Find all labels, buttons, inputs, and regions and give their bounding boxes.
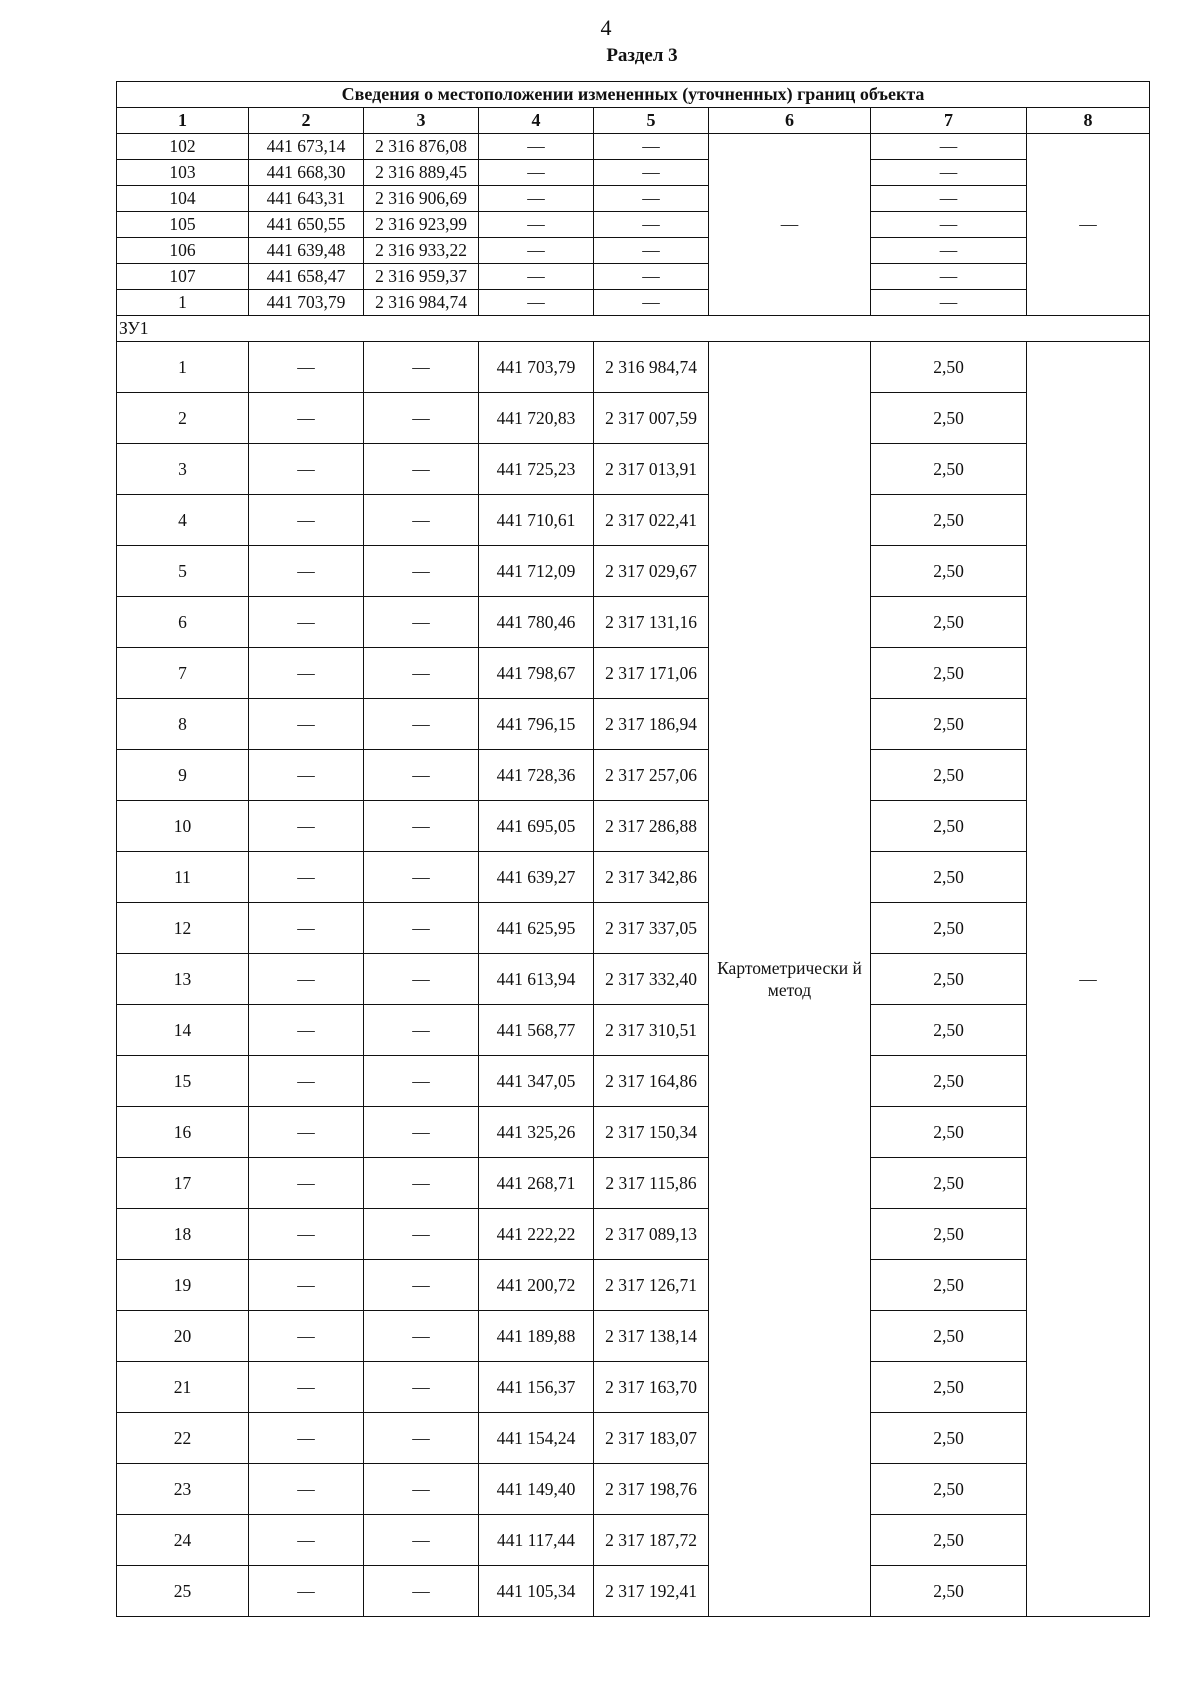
table-cell: — [594, 290, 709, 316]
table-cell: 2 317 007,59 [594, 393, 709, 444]
table-cell: 24 [117, 1515, 249, 1566]
table-cell: 3 [117, 444, 249, 495]
table-cell: 2,50 [871, 1515, 1027, 1566]
table-cell: 8 [117, 699, 249, 750]
section-title: Раздел 3 [606, 45, 678, 66]
table-cell: 2 317 332,40 [594, 954, 709, 1005]
description-cell: — [1027, 134, 1150, 316]
table-row [117, 1056, 1150, 1107]
table-cell: 2 317 029,67 [594, 546, 709, 597]
table-cell: 441 798,67 [479, 648, 594, 699]
table-cell: 6 [117, 597, 249, 648]
table-cell: 441 712,09 [479, 546, 594, 597]
table-cell: 2,50 [871, 444, 1027, 495]
table-cell: 104 [117, 186, 249, 212]
table-cell: — [249, 801, 364, 852]
table-cell: — [871, 238, 1027, 264]
table-cell: 2 [117, 393, 249, 444]
table-cell: 2,50 [871, 1209, 1027, 1260]
table-cell: 15 [117, 1056, 249, 1107]
table-row [117, 852, 1150, 903]
table-cell: 2 317 131,16 [594, 597, 709, 648]
table-cell: — [871, 186, 1027, 212]
table-row [117, 954, 1150, 1005]
table-row [117, 1107, 1150, 1158]
table-cell: 7 [117, 648, 249, 699]
table-cell: — [364, 648, 479, 699]
table-cell: 2,50 [871, 1566, 1027, 1617]
table-cell: — [364, 1464, 479, 1515]
table-row [117, 903, 1150, 954]
table-cell: — [364, 1056, 479, 1107]
table-cell: — [594, 160, 709, 186]
table-cell: — [364, 342, 479, 393]
table-cell: 441 728,36 [479, 750, 594, 801]
table-cell: 441 650,55 [249, 212, 364, 238]
table-cell: — [364, 1107, 479, 1158]
table-cell: — [249, 444, 364, 495]
table-row [117, 393, 1150, 444]
table-cell: 2 317 342,86 [594, 852, 709, 903]
table-cell: — [364, 1158, 479, 1209]
table-cell: — [594, 212, 709, 238]
table-cell: 2,50 [871, 903, 1027, 954]
table-cell: 441 149,40 [479, 1464, 594, 1515]
table-cell: 441 673,14 [249, 134, 364, 160]
table-cell: 107 [117, 264, 249, 290]
table-cell: — [249, 699, 364, 750]
table-cell: 2,50 [871, 597, 1027, 648]
table-cell: — [364, 954, 479, 1005]
table-cell: — [249, 954, 364, 1005]
table-cell: 2 317 257,06 [594, 750, 709, 801]
table-cell: — [364, 393, 479, 444]
table-row [117, 750, 1150, 801]
table-row [117, 1566, 1150, 1617]
table-cell: — [364, 1209, 479, 1260]
table-cell: — [479, 160, 594, 186]
table-cell: 9 [117, 750, 249, 801]
table-cell: 2 317 164,86 [594, 1056, 709, 1107]
table-row [117, 546, 1150, 597]
table-cell: 441 703,79 [479, 342, 594, 393]
table-cell: — [249, 546, 364, 597]
column-header: 2 [249, 108, 364, 134]
table-cell: — [364, 1260, 479, 1311]
method-cell: Картометрически й метод [709, 342, 871, 1617]
table-row [117, 186, 1150, 212]
table-cell: — [871, 160, 1027, 186]
table-cell: — [479, 134, 594, 160]
table-cell: 2 316 959,37 [364, 264, 479, 290]
table-cell: 18 [117, 1209, 249, 1260]
table-row [117, 1311, 1150, 1362]
table-cell: 2 316 984,74 [594, 342, 709, 393]
table-cell: 2 316 906,69 [364, 186, 479, 212]
table-cell: — [479, 238, 594, 264]
table-cell: 2,50 [871, 1260, 1027, 1311]
table-cell: — [249, 1362, 364, 1413]
table-cell: 441 710,61 [479, 495, 594, 546]
table-row [117, 1260, 1150, 1311]
table-row [117, 264, 1150, 290]
table-cell: — [594, 238, 709, 264]
table-cell: 2 317 198,76 [594, 1464, 709, 1515]
table-cell: — [594, 186, 709, 212]
table-cell: 441 639,48 [249, 238, 364, 264]
table-cell: — [249, 1464, 364, 1515]
table-cell: — [364, 801, 479, 852]
table-cell: — [364, 495, 479, 546]
table-cell: 441 105,34 [479, 1566, 594, 1617]
table-cell: 16 [117, 1107, 249, 1158]
table-cell: — [249, 1005, 364, 1056]
table-cell: 2 317 138,14 [594, 1311, 709, 1362]
table-cell: 14 [117, 1005, 249, 1056]
table-cell: — [364, 750, 479, 801]
table-cell: 2 317 089,13 [594, 1209, 709, 1260]
table-cell: — [249, 852, 364, 903]
table-cell: 2,50 [871, 495, 1027, 546]
table-cell: — [871, 290, 1027, 316]
table-cell: — [249, 1515, 364, 1566]
table-cell: 2,50 [871, 648, 1027, 699]
table-row [117, 495, 1150, 546]
table-cell: 441 222,22 [479, 1209, 594, 1260]
table-row [117, 444, 1150, 495]
table-cell: — [364, 1005, 479, 1056]
table-row [117, 699, 1150, 750]
table-cell: 20 [117, 1311, 249, 1362]
table-cell: 441 625,95 [479, 903, 594, 954]
table-cell: — [479, 264, 594, 290]
table-row [117, 134, 1150, 160]
table-cell: 441 347,05 [479, 1056, 594, 1107]
table-cell: 2,50 [871, 546, 1027, 597]
table-row [117, 342, 1150, 393]
table-cell: 4 [117, 495, 249, 546]
table-cell: — [249, 597, 364, 648]
table-cell: — [871, 212, 1027, 238]
table-row [117, 801, 1150, 852]
table-cell: — [364, 1515, 479, 1566]
table-cell: 23 [117, 1464, 249, 1515]
table-cell: 2 316 889,45 [364, 160, 479, 186]
column-header: 5 [594, 108, 709, 134]
table-cell: 441 568,77 [479, 1005, 594, 1056]
table-cell: — [249, 495, 364, 546]
table-cell: 441 720,83 [479, 393, 594, 444]
table-cell: 2,50 [871, 1005, 1027, 1056]
table-cell: 2 317 286,88 [594, 801, 709, 852]
table-cell: — [871, 264, 1027, 290]
table-cell: 2,50 [871, 1464, 1027, 1515]
table-cell: 105 [117, 212, 249, 238]
table-row [117, 1515, 1150, 1566]
table-cell: 441 268,71 [479, 1158, 594, 1209]
table-cell: 2 317 115,86 [594, 1158, 709, 1209]
table-row [117, 1464, 1150, 1515]
table-cell: 2 317 337,05 [594, 903, 709, 954]
table-cell: 441 613,94 [479, 954, 594, 1005]
column-header: 3 [364, 108, 479, 134]
table-cell: 441 156,37 [479, 1362, 594, 1413]
column-header: 4 [479, 108, 594, 134]
table-row [117, 1209, 1150, 1260]
table-cell: 2 316 933,22 [364, 238, 479, 264]
table-cell: 441 643,31 [249, 186, 364, 212]
table-cell: — [364, 1311, 479, 1362]
table-cell: 441 668,30 [249, 160, 364, 186]
table-cell: 21 [117, 1362, 249, 1413]
table-cell: — [249, 1260, 364, 1311]
table-cell: — [871, 134, 1027, 160]
table-cell: 2 317 171,06 [594, 648, 709, 699]
table-cell: 2 317 192,41 [594, 1566, 709, 1617]
table-cell: — [364, 903, 479, 954]
table-cell: 2,50 [871, 801, 1027, 852]
table-cell: 22 [117, 1413, 249, 1464]
table-cell: 441 189,88 [479, 1311, 594, 1362]
table-row [117, 238, 1150, 264]
table-cell: — [364, 1362, 479, 1413]
table-cell: 2,50 [871, 954, 1027, 1005]
table-cell: 441 703,79 [249, 290, 364, 316]
table-cell: — [249, 750, 364, 801]
table-cell: 441 325,26 [479, 1107, 594, 1158]
table-row [117, 1362, 1150, 1413]
table-cell: — [364, 546, 479, 597]
table-row [117, 290, 1150, 316]
table-cell: 106 [117, 238, 249, 264]
table-cell: 441 695,05 [479, 801, 594, 852]
table-cell: 2 316 876,08 [364, 134, 479, 160]
column-header: 6 [709, 108, 871, 134]
table-cell: 1 [117, 290, 249, 316]
table-cell: 1 [117, 342, 249, 393]
table-cell: 2 317 186,94 [594, 699, 709, 750]
table-cell: 441 200,72 [479, 1260, 594, 1311]
table-cell: 102 [117, 134, 249, 160]
table-cell: — [594, 134, 709, 160]
table-cell: 19 [117, 1260, 249, 1311]
description-cell: — [1027, 342, 1150, 1617]
table-cell: 2,50 [871, 750, 1027, 801]
table-cell: 2,50 [871, 1311, 1027, 1362]
table-cell: 2 317 163,70 [594, 1362, 709, 1413]
boundary-coordinates-table [116, 81, 1150, 1617]
table-cell: — [364, 699, 479, 750]
table-cell: 2,50 [871, 1056, 1027, 1107]
table-row [117, 597, 1150, 648]
table-cell: — [479, 212, 594, 238]
table-cell: — [249, 648, 364, 699]
table-cell: 441 639,27 [479, 852, 594, 903]
table-cell: 441 796,15 [479, 699, 594, 750]
table-cell: — [249, 1413, 364, 1464]
table-cell: — [364, 444, 479, 495]
table-row [117, 1413, 1150, 1464]
table-cell: — [479, 290, 594, 316]
column-header: 8 [1027, 108, 1150, 134]
table-cell: 2 317 187,72 [594, 1515, 709, 1566]
table-cell: 11 [117, 852, 249, 903]
column-header: 7 [871, 108, 1027, 134]
table-cell: 10 [117, 801, 249, 852]
table-cell: 2 317 126,71 [594, 1260, 709, 1311]
table-cell: — [364, 597, 479, 648]
table-cell: 2,50 [871, 1362, 1027, 1413]
table-cell: 2 317 022,41 [594, 495, 709, 546]
table-cell: — [249, 1158, 364, 1209]
table-cell: 2 317 310,51 [594, 1005, 709, 1056]
table-cell: 2,50 [871, 1107, 1027, 1158]
table-cell: 441 154,24 [479, 1413, 594, 1464]
table-cell: 441 725,23 [479, 444, 594, 495]
table-cell: 13 [117, 954, 249, 1005]
table-cell: 2,50 [871, 1413, 1027, 1464]
column-header: 1 [117, 108, 249, 134]
table-cell: 441 658,47 [249, 264, 364, 290]
table-cell: 12 [117, 903, 249, 954]
page-number: 4 [600, 15, 612, 40]
table-row [117, 160, 1150, 186]
table-cell: — [249, 393, 364, 444]
table-title: Сведения о местоположении измененных (уточненных) границ объекта [117, 82, 1150, 108]
table-cell: 441 780,46 [479, 597, 594, 648]
table-cell: — [364, 1566, 479, 1617]
table-cell: — [249, 903, 364, 954]
table-cell: — [249, 1056, 364, 1107]
table-cell: — [249, 342, 364, 393]
table-cell: 2,50 [871, 342, 1027, 393]
zone-label: ЗУ1 [117, 316, 1150, 342]
table-cell: 441 117,44 [479, 1515, 594, 1566]
table-row [117, 648, 1150, 699]
table-cell: — [249, 1107, 364, 1158]
table-row [117, 1005, 1150, 1056]
table-row [117, 212, 1150, 238]
table-cell: — [479, 186, 594, 212]
table-cell: 2,50 [871, 852, 1027, 903]
table-cell: 2 317 013,91 [594, 444, 709, 495]
table-cell: 2 316 984,74 [364, 290, 479, 316]
table-row [117, 1158, 1150, 1209]
table-cell: 2,50 [871, 1158, 1027, 1209]
table-cell: 2 317 150,34 [594, 1107, 709, 1158]
table-cell: 17 [117, 1158, 249, 1209]
table-cell: — [249, 1311, 364, 1362]
table-cell: 2,50 [871, 699, 1027, 750]
table-cell: 2,50 [871, 393, 1027, 444]
method-cell: — [709, 134, 871, 316]
table-cell: — [594, 264, 709, 290]
table-cell: — [364, 852, 479, 903]
table-cell: — [249, 1209, 364, 1260]
table-cell: — [364, 1413, 479, 1464]
table-cell: — [249, 1566, 364, 1617]
table-cell: 5 [117, 546, 249, 597]
table-cell: 25 [117, 1566, 249, 1617]
table-cell: 2 316 923,99 [364, 212, 479, 238]
table-cell: 2 317 183,07 [594, 1413, 709, 1464]
table-cell: 103 [117, 160, 249, 186]
